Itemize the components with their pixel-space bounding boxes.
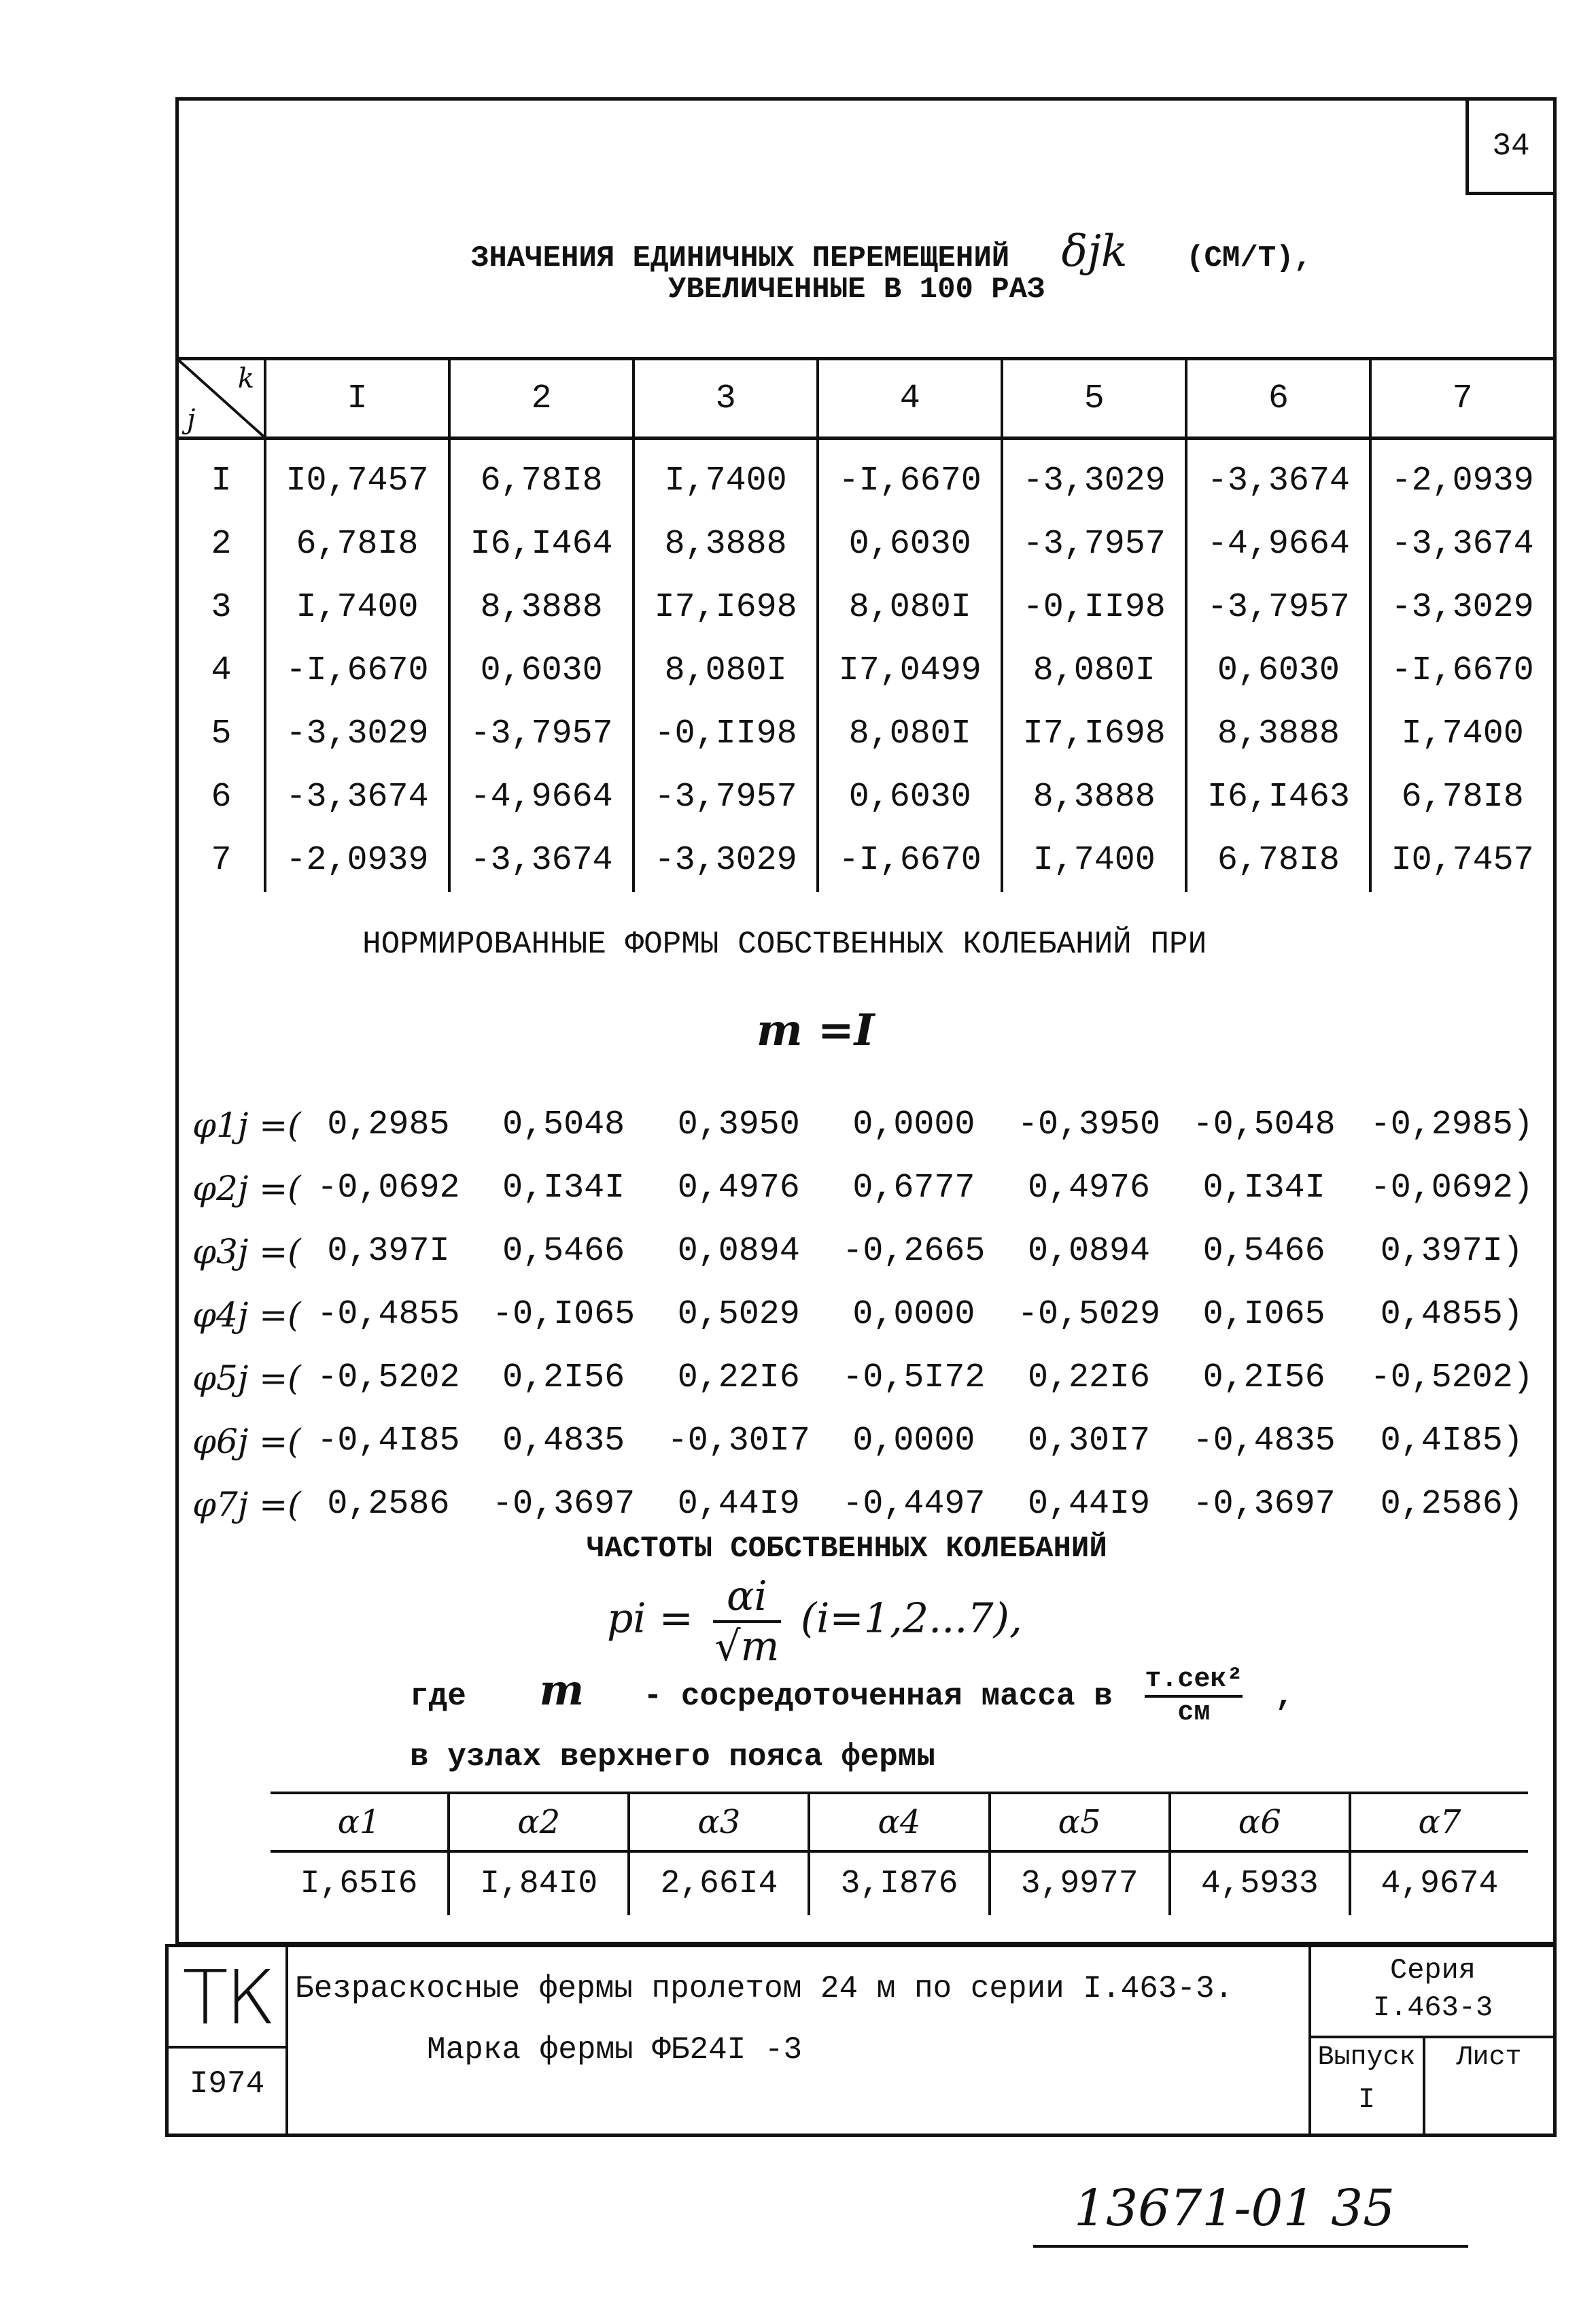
mode-value: -0,2665 <box>842 1232 986 1271</box>
alpha-header: α5 <box>990 1793 1170 1851</box>
table-cell: -4,9664 <box>449 766 634 829</box>
mode-value: -0,3697 <box>1192 1485 1336 1524</box>
alpha-value: I,84I0 <box>449 1851 629 1915</box>
mode-value: 0,2586 <box>327 1485 450 1524</box>
stamp-mark: Марка фермы ФБ24I -3 <box>427 2032 803 2068</box>
mass-condition-text: m =I <box>757 1005 875 1056</box>
alpha-value: 3,9977 <box>990 1851 1170 1915</box>
col-header: 5 <box>1002 359 1186 439</box>
mode-value: 0,0000 <box>852 1106 975 1144</box>
row-label: 2 <box>179 513 265 576</box>
alpha-header: α6 <box>1170 1793 1350 1851</box>
table-cell: 6,78I8 <box>1401 778 1524 817</box>
table-row <box>179 439 1553 513</box>
alpha-value: 4,5933 <box>1170 1851 1350 1915</box>
table-cell: -I,6670 <box>1391 651 1534 690</box>
mode-value: -0,5048 <box>1192 1106 1336 1144</box>
col-header: 2 <box>449 359 634 439</box>
mode-label: φ1j =( <box>192 1105 301 1145</box>
alpha-value: 4,9674 <box>1381 1866 1499 1902</box>
table-row <box>179 513 1553 576</box>
row-label: 6 <box>179 766 265 829</box>
table-cell: 6,78I8 <box>449 439 634 513</box>
formula-fraction <box>713 1573 781 1670</box>
formula-lhs: pi = <box>607 1594 693 1643</box>
table-corner <box>179 359 265 439</box>
table-cell: 0,6030 <box>449 639 634 702</box>
col-header: I <box>265 359 449 439</box>
mode-value: 0,I34I <box>1202 1169 1325 1207</box>
issue-label: Выпуск <box>1317 2042 1416 2073</box>
mode-value: 0,6777 <box>852 1169 975 1207</box>
table-cell: I,7400 <box>265 576 449 639</box>
mode-value: -0,5202) <box>1370 1358 1533 1397</box>
table-cell: 8,3888 <box>449 576 634 639</box>
sheet-label: Лист <box>1456 2042 1522 2073</box>
stamp-year: I974 <box>189 2066 265 2102</box>
title-symbol: δjk <box>1061 226 1128 277</box>
table-cell: I,7400 <box>634 439 818 513</box>
unit-fraction <box>1145 1664 1243 1728</box>
mode-value: -0,5029 <box>1017 1295 1161 1334</box>
table-row <box>179 639 1553 702</box>
mode-value: 0,2I56 <box>502 1358 625 1397</box>
mode-row <box>192 1473 1552 1536</box>
table-cell: -2,0939 <box>265 829 449 892</box>
drawing-sheet <box>175 97 1557 1945</box>
mode-value: 0,44I9 <box>1027 1485 1151 1524</box>
table-cell: I0,7457 <box>1391 841 1534 880</box>
series-label: Серия <box>1389 1954 1476 1987</box>
mode-value: 0,4976 <box>677 1169 800 1207</box>
stamp-description: Безраскосные фермы пролетом 24 м по серии I.463-3. <box>295 1971 1234 2006</box>
frequency-formula <box>607 1573 1022 1670</box>
title-block <box>165 1944 1557 2137</box>
where-suffix: , <box>1275 1679 1294 1715</box>
table-cell: -4,9664 <box>1186 513 1370 576</box>
mode-value: 0,397I <box>327 1232 450 1271</box>
table-cell: I7,I698 <box>634 576 818 639</box>
col-header: 7 <box>1370 359 1553 439</box>
table-cell: -3,7957 <box>1186 576 1370 639</box>
row-label: 7 <box>179 829 265 892</box>
where-line <box>410 1664 1294 1728</box>
title-line1 <box>471 226 1312 277</box>
table-row <box>179 576 1553 639</box>
table-cell: -3,3674 <box>265 766 449 829</box>
tk-logo: ТК <box>182 1954 273 2041</box>
table-cell: I7,I698 <box>1002 702 1186 766</box>
mode-value: 0,2985 <box>327 1106 450 1144</box>
where-symbol: m <box>539 1665 585 1715</box>
row-label: 4 <box>179 639 265 702</box>
mode-label: φ6j =( <box>192 1421 301 1461</box>
mode-value: -0,3950 <box>1017 1106 1161 1144</box>
table-cell: 8,080I <box>634 639 818 702</box>
mode-value: -0,30I7 <box>667 1422 810 1460</box>
table-cell: -I,6670 <box>265 639 449 702</box>
table-cell: -3,3674 <box>1391 525 1534 564</box>
table-cell: 0,6030 <box>1186 639 1370 702</box>
row-label: I <box>179 439 265 513</box>
where-line2: в узлах верхнего пояса фермы <box>410 1739 935 1775</box>
table-cell: -3,3029 <box>265 702 449 766</box>
alpha-value: 3,I876 <box>809 1851 989 1915</box>
mode-row <box>192 1346 1552 1409</box>
formula-range: (i=1,2...7), <box>800 1594 1022 1643</box>
mode-value: 0,3950 <box>677 1106 800 1144</box>
table-cell: -0,II98 <box>634 702 818 766</box>
table-cell: -3,3029 <box>1391 588 1534 627</box>
page-number: 34 <box>1465 97 1557 195</box>
title-line2: УВЕЛИЧЕННЫЕ В 100 РАЗ <box>668 273 1045 307</box>
formula-numerator: αi <box>713 1573 781 1623</box>
mode-value: 0,0894 <box>1027 1232 1151 1271</box>
mode-value: 0,397I) <box>1380 1232 1523 1271</box>
table-cell: I6,I463 <box>1186 766 1370 829</box>
table-cell: I7,0499 <box>818 639 1002 702</box>
mode-value: 0,5048 <box>502 1106 625 1144</box>
mode-value: 0,5029 <box>677 1295 800 1334</box>
mode-value: -0,0692) <box>1370 1169 1533 1207</box>
table-cell: 8,3888 <box>634 513 818 576</box>
alpha-header: α1 <box>271 1793 449 1851</box>
mode-value: -0,I065 <box>492 1295 636 1334</box>
modes-heading: НОРМИРОВАННЫЕ ФОРМЫ СОБСТВЕННЫХ КОЛЕБАНИЙ ПРИ <box>362 927 1207 962</box>
mode-row <box>192 1283 1552 1346</box>
alpha-table <box>271 1792 1528 1915</box>
table-row <box>179 829 1553 892</box>
mode-value: -0,5202 <box>317 1358 460 1397</box>
table-cell: -3,3029 <box>1002 439 1186 513</box>
mode-label: φ3j =( <box>192 1231 301 1271</box>
series-value: I.463-3 <box>1372 1991 1493 2024</box>
mode-value: -0,4835 <box>1192 1422 1336 1460</box>
table-cell: I,7400 <box>1002 829 1186 892</box>
mode-value: -0,5I72 <box>842 1358 986 1397</box>
mode-value: -0,2985) <box>1370 1106 1533 1144</box>
mode-value: 0,0000 <box>852 1295 975 1334</box>
mode-value: 0,5466 <box>1202 1232 1325 1271</box>
formula-denominator: √m <box>714 1623 780 1670</box>
alpha-header: α3 <box>629 1793 809 1851</box>
mode-value: 0,22I6 <box>677 1358 800 1397</box>
table-cell: -3,7957 <box>1002 513 1186 576</box>
modes-table <box>192 1093 1552 1536</box>
mode-value: 0,2I56 <box>1202 1358 1325 1397</box>
table-cell: 8,080I <box>818 702 1002 766</box>
mode-value: -0,4I85 <box>317 1422 460 1460</box>
table-cell: 8,3888 <box>1002 766 1186 829</box>
footer-underline <box>1033 2245 1468 2248</box>
mode-row <box>192 1409 1552 1473</box>
table-cell: 8,080I <box>1002 639 1186 702</box>
row-label: 3 <box>179 576 265 639</box>
table-cell: 6,78I8 <box>1186 829 1370 892</box>
mode-label: φ7j =( <box>192 1484 301 1524</box>
corner-j: j <box>187 404 196 435</box>
where-prefix: где <box>410 1679 466 1715</box>
table-cell: -I,6670 <box>818 439 1002 513</box>
table-cell: -3,3674 <box>1186 439 1370 513</box>
mode-row <box>192 1220 1552 1283</box>
mode-value: 0,4835 <box>502 1422 625 1460</box>
mode-value: -0,4497 <box>842 1485 986 1524</box>
footer-number: 13671-01 35 <box>1074 2179 1395 2238</box>
mode-value: 0,30I7 <box>1027 1422 1151 1460</box>
table-cell: -3,7957 <box>634 766 818 829</box>
mode-value: 0,4976 <box>1027 1169 1151 1207</box>
mode-value: 0,44I9 <box>677 1485 800 1524</box>
mode-row <box>192 1093 1552 1156</box>
issue-value: I <box>1357 2083 1376 2116</box>
alpha-value: 2,66I4 <box>629 1851 809 1915</box>
mode-row <box>192 1156 1552 1220</box>
mode-value: 0,22I6 <box>1027 1358 1151 1397</box>
table-cell: -3,7957 <box>449 702 634 766</box>
table-cell: 8,3888 <box>1186 702 1370 766</box>
table-cell: 0,6030 <box>818 766 1002 829</box>
mode-value: 0,4855) <box>1380 1295 1523 1334</box>
mode-value: 0,4I85) <box>1380 1422 1523 1460</box>
mode-label: φ4j =( <box>192 1295 301 1335</box>
mode-value: -0,3697 <box>492 1485 636 1524</box>
mode-value: 0,2586) <box>1380 1485 1523 1524</box>
alpha-value: I,65I6 <box>271 1851 449 1915</box>
row-label: 5 <box>179 702 265 766</box>
table-cell: I6,I464 <box>449 513 634 576</box>
table-cell: 8,080I <box>818 576 1002 639</box>
table-cell: -3,3029 <box>634 829 818 892</box>
table-row <box>179 766 1553 829</box>
displacement-table <box>179 357 1553 892</box>
mode-value: 0,I065 <box>1202 1295 1325 1334</box>
unit-denominator: см <box>1177 1698 1211 1728</box>
freq-heading: ЧАСТОТЫ СОБСТВЕННЫХ КОЛЕБАНИЙ <box>587 1532 1107 1566</box>
col-header: 4 <box>818 359 1002 439</box>
table-cell: I0,7457 <box>265 439 449 513</box>
mode-value: 0,I34I <box>502 1169 625 1207</box>
table-cell: -0,II98 <box>1002 576 1186 639</box>
mode-value: 0,0000 <box>852 1422 975 1460</box>
alpha-header: α7 <box>1350 1793 1528 1851</box>
mode-value: -0,0692 <box>317 1169 460 1207</box>
table-cell: 0,6030 <box>818 513 1002 576</box>
alpha-header: α2 <box>449 1793 629 1851</box>
title-unit: (СМ/Т), <box>1186 241 1312 275</box>
title-text: ЗНАЧЕНИЯ ЕДИНИЧНЫХ ПЕРЕМЕЩЕНИЙ <box>471 241 1010 275</box>
col-header: 6 <box>1186 359 1370 439</box>
mass-condition <box>757 1005 875 1056</box>
table-cell: I,7400 <box>1401 715 1524 753</box>
where-text: - сосредоточенная масса в <box>643 1679 1113 1715</box>
mode-value: 0,5466 <box>502 1232 625 1271</box>
col-header: 3 <box>634 359 818 439</box>
table-cell: -I,6670 <box>818 829 1002 892</box>
corner-k: k <box>237 363 254 394</box>
mode-value: -0,4855 <box>317 1295 460 1334</box>
mode-label: φ2j =( <box>192 1168 301 1208</box>
table-cell: -2,0939 <box>1391 462 1534 500</box>
unit-numerator: т.сек² <box>1145 1664 1243 1698</box>
table-row <box>179 702 1553 766</box>
alpha-header: α4 <box>809 1793 989 1851</box>
mode-value: 0,0894 <box>677 1232 800 1271</box>
table-cell: -3,3674 <box>449 829 634 892</box>
mode-label: φ5j =( <box>192 1358 301 1398</box>
table-cell: 6,78I8 <box>265 513 449 576</box>
